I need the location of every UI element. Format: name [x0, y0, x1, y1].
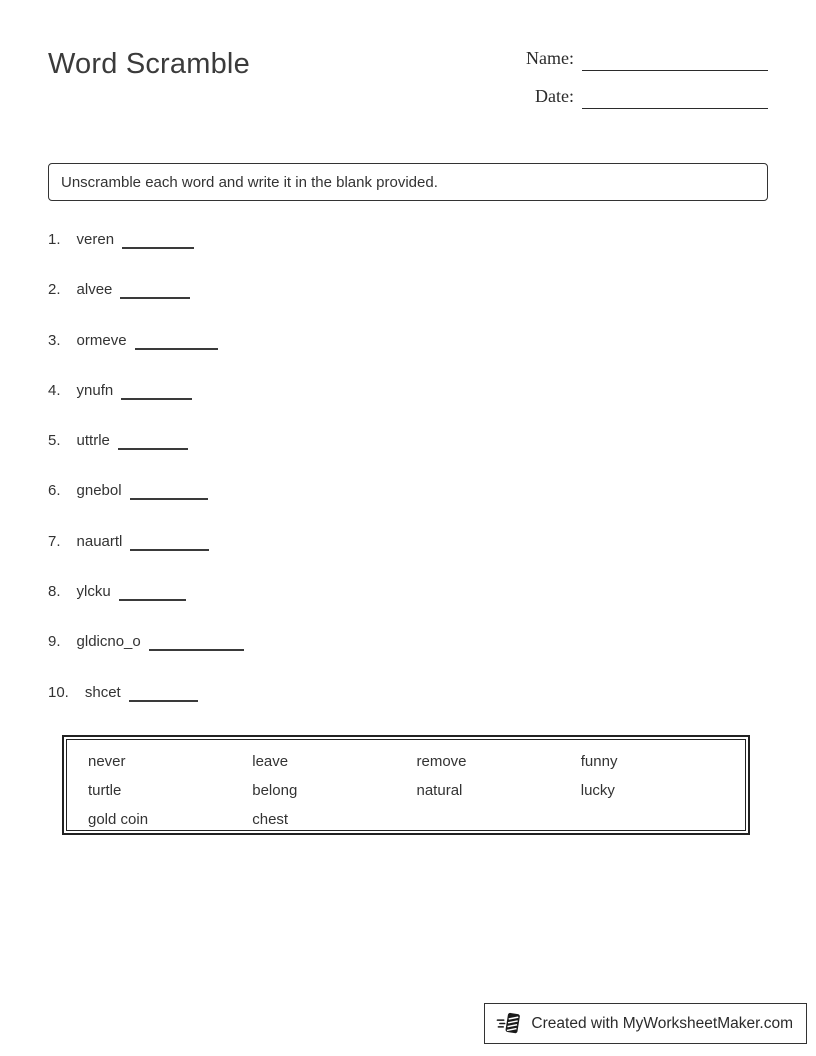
scrambled-word: ynufn: [76, 381, 114, 399]
word-bank-item: chest: [252, 811, 289, 828]
page-title: Word Scramble: [48, 48, 250, 80]
date-row: [516, 86, 768, 116]
item-number: 8.: [48, 583, 61, 601]
item-number: 4.: [48, 381, 61, 399]
item-number: 5.: [48, 432, 61, 450]
scrambled-word: alvee: [76, 281, 113, 299]
scramble-item: [48, 228, 244, 251]
credit-text: Created with MyWorksheetMaker.com: [531, 1014, 793, 1032]
name-date-block: [516, 48, 768, 124]
instructions-box: [48, 163, 768, 201]
word-bank-item: natural: [416, 782, 463, 799]
scramble-item: [48, 329, 244, 352]
item-number: 1.: [48, 231, 61, 248]
word-bank-item: leave: [252, 753, 289, 770]
answer-blank-line[interactable]: [122, 237, 194, 249]
scrambled-word: ormeve: [76, 331, 127, 349]
answer-blank-line[interactable]: [130, 488, 208, 500]
word-bank-item: gold coin: [88, 811, 149, 828]
scrambled-word: shcet: [84, 683, 121, 701]
name-row: [516, 48, 768, 78]
answer-blank-line[interactable]: [149, 639, 244, 651]
scrambled-word: nauartl: [76, 532, 123, 550]
name-label: Name:: [526, 48, 574, 68]
scramble-list: [48, 228, 244, 731]
scramble-item: [48, 580, 244, 603]
word-bank: [62, 735, 750, 835]
scrambled-word: uttrle: [76, 432, 110, 450]
item-number: 6.: [48, 482, 61, 500]
answer-blank-line[interactable]: [120, 287, 190, 299]
scrambled-word: gldicno_o: [76, 633, 141, 651]
flying-worksheet-icon: [496, 1010, 523, 1037]
scramble-item: [48, 278, 244, 301]
item-number: 10.: [48, 683, 69, 701]
answer-blank-line[interactable]: [119, 589, 186, 601]
word-bank-item: never: [88, 753, 126, 770]
item-number: 3.: [48, 331, 61, 349]
name-blank-line[interactable]: [582, 61, 768, 71]
item-number: 7.: [48, 532, 61, 550]
answer-blank-line[interactable]: [121, 388, 192, 400]
date-label: Date:: [535, 86, 574, 106]
word-bank-item: lucky: [580, 782, 615, 799]
item-number: 9.: [48, 633, 61, 651]
scramble-item: [48, 681, 244, 704]
scramble-item: [48, 429, 244, 452]
scramble-item: [48, 479, 244, 502]
word-bank-item: remove: [416, 753, 467, 770]
scrambled-word: veren: [76, 231, 115, 248]
item-number: 2.: [48, 281, 61, 299]
instructions-text: Unscramble each word and write it in the blank provided.: [61, 173, 438, 191]
footer-credit: [484, 1003, 807, 1044]
scramble-item: [48, 630, 244, 653]
answer-blank-line[interactable]: [130, 539, 209, 551]
word-bank-item: turtle: [88, 782, 122, 799]
answer-blank-line[interactable]: [129, 690, 198, 702]
date-blank-line[interactable]: [582, 99, 768, 109]
scrambled-word: ylcku: [76, 583, 111, 601]
word-bank-item: belong: [252, 782, 298, 799]
scramble-item: [48, 530, 244, 553]
answer-blank-line[interactable]: [135, 338, 218, 350]
word-bank-grid: [66, 739, 746, 831]
scramble-item: [48, 379, 244, 402]
scrambled-word: gnebol: [76, 482, 122, 500]
word-bank-item: funny: [580, 753, 618, 770]
answer-blank-line[interactable]: [118, 438, 188, 450]
